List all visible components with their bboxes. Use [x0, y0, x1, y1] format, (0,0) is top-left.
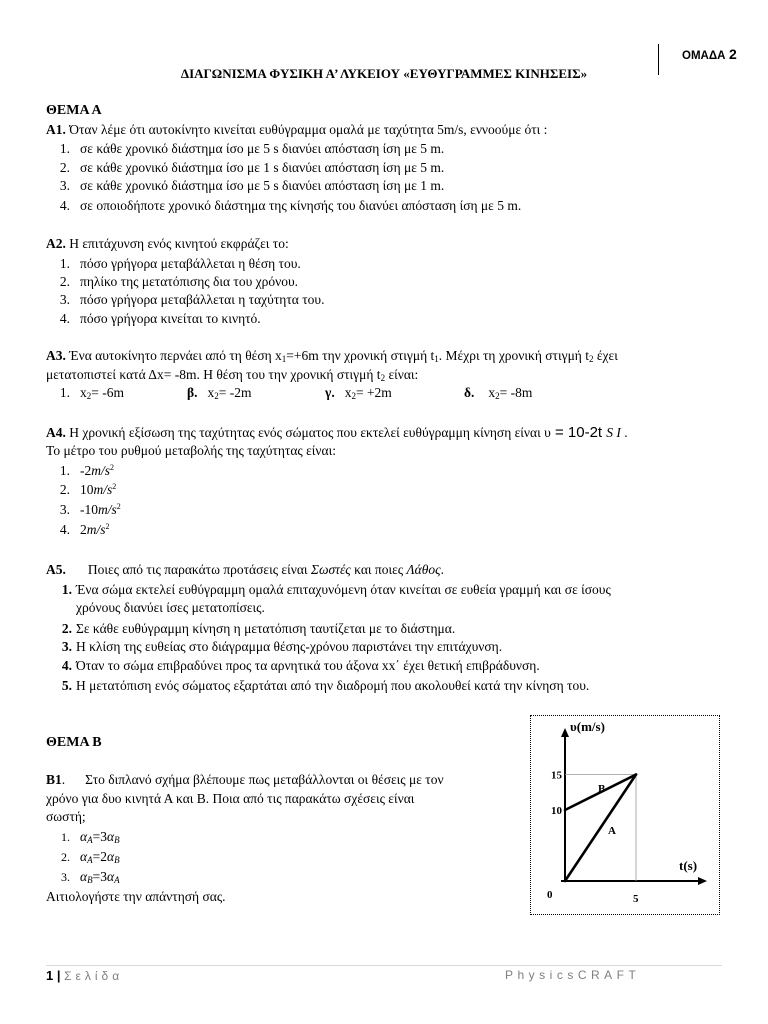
a3-text: . Μέχρι τη χρονική στιγμή t	[438, 348, 589, 363]
b1-option-number: 1.	[61, 830, 70, 844]
x-axis-arrow	[698, 877, 707, 885]
a2-option-text: πόσο γρήγορα μεταβάλλεται η ταχύτητα του.	[80, 292, 325, 307]
footer-page-number: 1	[46, 968, 54, 983]
a2-option	[46, 292, 324, 308]
a2-option	[46, 311, 261, 327]
subscript: 1	[434, 354, 439, 364]
a4-option-value: 2	[80, 522, 87, 537]
b1-option-rhs: α	[106, 869, 115, 884]
a2-label: Α2.	[46, 236, 66, 251]
subscript: 2	[351, 391, 356, 401]
subscript: B	[114, 855, 120, 865]
subscript: 2	[380, 373, 386, 383]
a3-option-value: = -2m	[218, 385, 252, 400]
a4-option-unit: m/s	[98, 502, 117, 517]
a3-option-var: x	[344, 385, 352, 400]
b1-text: Στο διπλανό σχήμα βλέπουμε πως μεταβάλλονται οι θέσεις με τον	[85, 772, 444, 787]
velocity-time-graph	[530, 715, 720, 915]
a4-option	[46, 502, 121, 518]
a5-text: Ποιες από τις παρακάτω προτάσεις είναι	[87, 562, 311, 577]
b1-justify: Αιτιολογήστε την απάντησή σας.	[46, 889, 226, 904]
b1-label-dot: .	[61, 772, 66, 787]
a5-statement	[52, 582, 611, 598]
footer-separator: |	[56, 968, 61, 983]
a3-option-label: δ.	[464, 385, 475, 400]
a5-statement-text: Σε κάθε ευθύγραμμη κίνηση η μετατόπιση ταυτίζεται με το διάστημα.	[76, 621, 456, 636]
a4-text: Η χρονική εξίσωση της ταχύτητας ενός σώματος που εκτελεί ευθύγραμμη κίνηση είναι	[65, 425, 545, 440]
a5-label: Α5.	[46, 562, 66, 577]
a1-label: Α1.	[46, 122, 66, 137]
b1-question-line3: σωστή;	[46, 809, 86, 824]
a2-option-number: 3.	[59, 292, 70, 307]
a3-option-value: = +2m	[355, 385, 392, 400]
x-tick-label: 5	[633, 893, 639, 905]
b1-option-rhs: α	[106, 829, 115, 844]
subscript: 2	[495, 391, 500, 401]
b1-option-eq: =3	[92, 829, 107, 844]
subscript: A	[114, 875, 120, 885]
footer-page-word: Σελίδα	[64, 969, 124, 983]
group-number: 2	[729, 46, 737, 62]
b1-option-lhs: α	[80, 849, 88, 864]
a1-option-number: 4.	[59, 198, 70, 213]
subscript: B	[114, 835, 120, 845]
a2-option	[46, 256, 301, 272]
a1-option	[46, 198, 521, 214]
thema-b-heading: ΘΕΜΑ Β	[46, 735, 102, 750]
subscript: B	[87, 875, 93, 885]
a1-option	[46, 160, 444, 176]
a1-option-number: 3.	[59, 178, 70, 193]
a3-option-label: β.	[187, 385, 198, 400]
b1-option	[46, 849, 120, 865]
a5-statement	[52, 621, 455, 637]
a3-option-var: x	[207, 385, 215, 400]
a3-text: έχει	[593, 348, 618, 363]
a4-label: Α4.	[46, 425, 66, 440]
a2-option-text: πηλίκο της μετατόπισης δια του χρόνου.	[80, 274, 299, 289]
a5-text-right: Σωστές	[310, 562, 351, 577]
b1-option-lhs: α	[80, 869, 88, 884]
subscript: A	[87, 835, 93, 845]
a5-question	[46, 562, 444, 578]
a3-text: =+6m την χρονική στιγμή t	[286, 348, 435, 363]
b1-label: Β1	[46, 772, 62, 787]
a4-question-line2: Το μέτρο του ρυθμού μεταβολής της ταχύτητας είναι:	[46, 443, 336, 458]
b1-question-line1	[46, 772, 444, 788]
subscript: 2	[214, 391, 219, 401]
b1-option-rhs: α	[106, 849, 115, 864]
a4-option	[46, 522, 110, 538]
b1-question-line2: χρόνο για δυο κινητά Α και Β. Ποια από τις παρακάτω σχέσεις είναι	[46, 791, 415, 806]
a5-statement-number: 4.	[61, 658, 72, 673]
a1-option	[46, 141, 444, 157]
group-label	[682, 46, 737, 62]
a4-option-unit: m/s	[93, 482, 113, 497]
a1-option-number: 1.	[59, 141, 70, 156]
a3-option-number: 1.	[59, 385, 70, 400]
subscript: 1	[281, 354, 287, 364]
a4-option-number: 4.	[59, 522, 70, 537]
a1-option-text: σε κάθε χρονικό διάστημα ίσο με 5 s διανύει απόσταση ίση με 1 m.	[80, 178, 445, 193]
a1-question	[46, 122, 547, 138]
a3-option-label: γ.	[325, 385, 335, 400]
a1-option	[46, 178, 444, 194]
a2-option-text: πόσο γρήγορα κινείται το κινητό.	[80, 311, 261, 326]
footer-brand: PhysicsCRAFT	[505, 968, 641, 982]
graph-svg	[531, 716, 719, 914]
a4-option-value: 10	[80, 482, 94, 497]
superscript: 2	[116, 502, 121, 511]
a3-option-value: = -8m	[499, 385, 533, 400]
y-tick-label: 10	[551, 805, 562, 817]
a4-text: .	[620, 425, 628, 440]
origin-label: 0	[547, 889, 553, 901]
a3-option-4	[464, 385, 532, 401]
subscript: A	[87, 855, 93, 865]
thema-a-heading: ΘΕΜΑ Α	[46, 103, 102, 118]
a2-option-text: πόσο γρήγορα μεταβάλλεται η θέση του.	[80, 256, 301, 271]
b1-option-number: 2.	[61, 850, 70, 864]
a4-option-number: 3.	[59, 502, 70, 517]
b1-option-number: 3.	[61, 870, 70, 884]
a4-option-number: 1.	[59, 463, 70, 478]
a3-option-2	[187, 385, 252, 401]
superscript: 2	[112, 482, 117, 491]
a3-option-var: x	[80, 385, 87, 400]
a5-statement	[52, 678, 589, 694]
a4-formula: = 10-2t	[550, 424, 607, 441]
a5-statement-text: Η μετατόπιση ενός σώματος εξαρτάται από την διαδρομή που ακολουθεί κατά την κίνηση του.	[76, 678, 590, 693]
a2-question	[46, 236, 289, 252]
a4-option-unit: m/s	[86, 522, 106, 537]
a2-text: Η επιτάχυνση ενός κινητού εκφράζει το:	[65, 236, 289, 251]
a4-option-unit: m/s	[91, 463, 111, 478]
a3-option-var: x	[488, 385, 496, 400]
b1-option-eq: =2	[92, 849, 107, 864]
page-title: ΔΙΑΓΩΝΙΣΜΑ ΦΥΣΙΚΗ Α’ ΛΥΚΕΙΟΥ «ΕΥΘΥΓΡΑΜΜΕΣ ΚΙΝΗΣΕΙΣ»	[180, 66, 588, 81]
a4-option	[46, 463, 114, 479]
a4-formula: υ	[544, 425, 551, 440]
a3-text: Ένα αυτοκίνητο περνάει από τη θέση x	[65, 348, 282, 363]
a3-question-line1	[46, 348, 618, 364]
a1-option-text: σε οποιοδήποτε χρονικό διάστημα της κίνησής του διανύει απόσταση ίση με 5 m.	[80, 198, 522, 213]
a5-text-wrong: Λάθος	[406, 562, 441, 577]
a5-statement-number: 3.	[61, 639, 72, 654]
a3-option-value: = -6m	[91, 385, 124, 400]
subscript: 2	[86, 391, 92, 401]
a5-text: .	[440, 562, 444, 577]
a5-statement-text: Όταν το σώμα επιβραδύνει προς τα αρνητικά του άξονα xx΄ έχει θετική επιβράδυνση.	[76, 658, 540, 673]
a4-question-line1	[46, 424, 628, 441]
a4-formula-unit: S I	[606, 425, 621, 440]
footer-divider	[46, 965, 722, 966]
a5-statement-number: 2.	[61, 621, 72, 636]
y-axis-label: υ(m/s)	[570, 719, 605, 734]
b1-option	[46, 829, 120, 845]
a5-text: και ποιες	[350, 562, 407, 577]
line-b-label: B	[598, 783, 606, 795]
superscript: 2	[110, 463, 115, 472]
a5-statement	[52, 639, 502, 655]
b1-option-eq: =3	[92, 869, 107, 884]
x-axis-label: t(s)	[679, 858, 698, 873]
a2-option-number: 2.	[59, 274, 70, 289]
a5-statement-number: 1.	[61, 582, 72, 597]
line-a-label: A	[608, 825, 616, 837]
a5-statement-text: Ένα σώμα εκτελεί ευθύγραμμη ομαλά επιταχυνόμενη όταν κινείται σε ευθεία γραμμή και σε ίσους	[76, 582, 611, 597]
a5-statement	[52, 658, 540, 674]
subscript: 2	[589, 354, 594, 364]
a3-text: είναι:	[385, 367, 419, 382]
a3-option-1	[46, 385, 124, 401]
a4-option-value: -2	[80, 463, 92, 478]
a3-question-line2	[46, 367, 418, 383]
a1-option-text: σε κάθε χρονικό διάστημα ίσο με 1 s διανύει απόσταση ίση με 5 m.	[80, 160, 445, 175]
a1-option-text: σε κάθε χρονικό διάστημα ίσο με 5 s διανύει απόσταση ίση με 5 m.	[80, 141, 445, 156]
a5-statement-text: Η κλίση της ευθείας στο διάγραμμα θέσης-χρόνου παριστάνει την επιτάχυνση.	[76, 639, 503, 654]
a2-option	[46, 274, 298, 290]
a5-statement-continuation: χρόνους διανύει ίσες μετατοπίσεις.	[76, 600, 265, 615]
footer-page	[46, 968, 123, 983]
a3-text: μετατοπιστεί κατά Δx= -8m. Η θέση του την χρονική στιγμή t	[46, 367, 381, 382]
y-tick-label: 15	[551, 769, 562, 782]
a5-statement-number: 5.	[61, 678, 72, 693]
b1-option-lhs: α	[80, 829, 88, 844]
a3-option-3	[325, 385, 392, 401]
y-axis-arrow	[561, 728, 569, 737]
a4-option-number: 2.	[59, 482, 70, 497]
b1-option	[46, 869, 120, 885]
a1-text: Όταν λέμε ότι αυτοκίνητο κινείται ευθύγραμμα ομαλά με ταχύτητα 5m/s, εννοούμε ότι :	[65, 122, 548, 137]
a1-option-number: 2.	[59, 160, 70, 175]
a2-option-number: 1.	[59, 256, 70, 271]
a2-option-number: 4.	[59, 311, 70, 326]
superscript: 2	[105, 522, 110, 531]
a4-option-value: -10	[80, 502, 98, 517]
a4-option	[46, 482, 116, 498]
a3-label: Α3.	[46, 348, 66, 363]
group-label-text: ΟΜΑΔΑ	[682, 50, 726, 62]
